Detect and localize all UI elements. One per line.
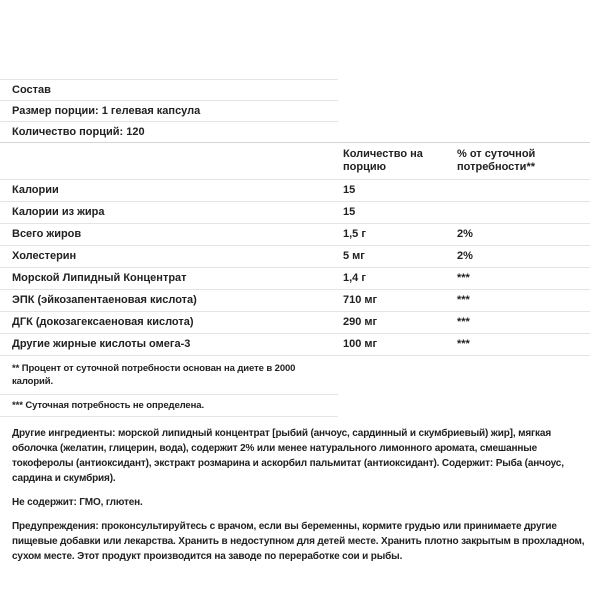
nutrient-name: Калории из жира	[12, 206, 105, 218]
nutrient-dv: ***	[457, 338, 470, 350]
nutrient-name: Другие жирные кислоты омега-3	[12, 338, 191, 350]
servings-count-label: Количество порций: 120	[12, 125, 145, 138]
column-header-daily-value: % от суточной потребности**	[457, 148, 536, 173]
supplement-table	[0, 142, 590, 356]
footnote-daily-value: ** Процент от суточной потребности основан на диете в 2000 калорий.	[0, 356, 338, 395]
nutrient-amount: 1,5 г	[343, 228, 366, 240]
table-header	[0, 142, 590, 179]
nutrient-amount: 290 мг	[343, 316, 378, 328]
table-row	[0, 201, 590, 223]
serving-size-row	[0, 100, 338, 121]
column-header-amount: Количество на порцию	[343, 148, 423, 173]
serving-size-label: Размер порции: 1 гелевая капсула	[12, 104, 201, 117]
nutrient-dv: 2%	[457, 228, 473, 240]
composition-row	[0, 79, 338, 100]
details-section	[0, 417, 592, 564]
table-row	[0, 223, 590, 245]
table-row	[0, 311, 590, 333]
table-row	[0, 289, 590, 311]
table-row	[0, 333, 590, 356]
table-row	[0, 179, 590, 201]
nutrient-amount: 100 мг	[343, 338, 378, 350]
footnote-dv-not-established: *** Суточная потребность не определена.	[0, 395, 338, 417]
nutrient-name: ДГК (докозагексаеновая кислота)	[12, 316, 194, 328]
table-row	[0, 245, 590, 267]
nutrient-name: Калории	[12, 184, 59, 196]
nutrient-dv: ***	[457, 316, 470, 328]
other-ingredients-text: Другие ингредиенты: морской липидный концентрат [рыбий (анчоус, сардинный и скумбриевый) жир], мягкая оболочка (желатин, глицерин, вода), содержит 2% или менее натурального лимонного аромата, смешанные токоферолы (антиоксидант), экстракт розмарина и аскорбил пальмитат (антиоксидант). Содержит: Рыба (анчоус, сардина и скумбрия).	[12, 428, 564, 484]
nutrient-amount: 15	[343, 206, 356, 218]
nutrient-dv: ***	[457, 294, 470, 306]
nutrient-name: ЭПК (эйкозапентаеновая кислота)	[12, 294, 197, 306]
nutrient-amount: 710 мг	[343, 294, 378, 306]
does-not-contain-text: Не содержит: ГМО, глютен.	[12, 497, 143, 508]
table-row	[0, 267, 590, 289]
composition-label: Состав	[12, 83, 51, 96]
nutrient-name: Холестерин	[12, 250, 77, 262]
supplement-facts-content	[0, 79, 600, 573]
nutrient-amount: 1,4 г	[343, 272, 366, 284]
nutrient-dv: 2%	[457, 250, 473, 262]
nutrient-name: Всего жиров	[12, 228, 82, 240]
nutrient-dv: ***	[457, 272, 470, 284]
nutrient-name: Морской Липидный Концентрат	[12, 272, 187, 284]
warnings-text: Предупреждения: проконсультируйтесь с врачом, если вы беременны, кормите грудью или принимаете другие пищевые добавки или лекарства. Хранить в недоступном для детей месте. Хранить плотно закрытым в прохладном, сухом месте. Этот продукт производится на заводе по переработке сои и рыбы.	[12, 521, 585, 562]
nutrient-amount: 15	[343, 184, 356, 196]
servings-count-row	[0, 121, 338, 142]
nutrient-amount: 5 мг	[343, 250, 365, 262]
